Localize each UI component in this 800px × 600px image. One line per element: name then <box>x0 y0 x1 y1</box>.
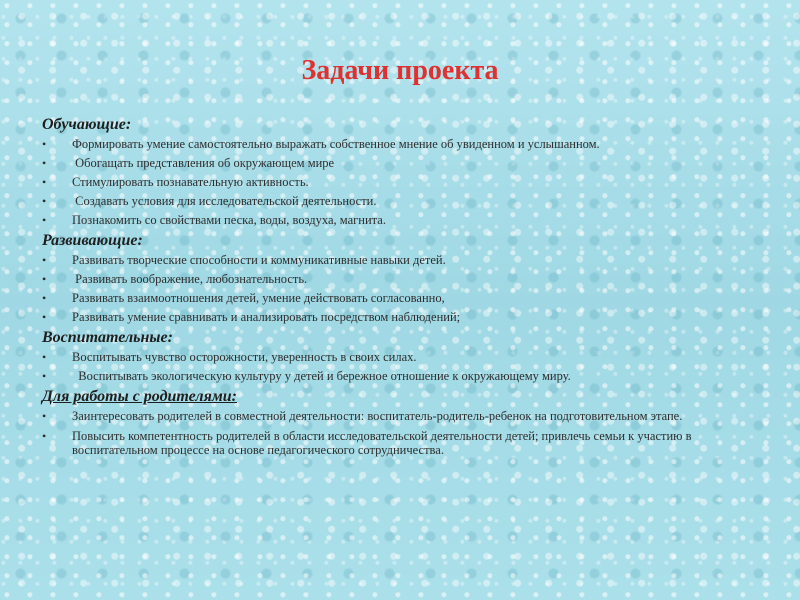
list-item: • Формировать умение самостоятельно выражать собственное мнение об увиденном и услышанном. <box>42 137 600 151</box>
bullet-icon: • <box>42 310 47 324</box>
list-parents <box>42 409 762 457</box>
bullet-icon: • <box>42 369 47 383</box>
slide-title: Задачи проекта <box>301 55 499 86</box>
section-heading-teaching: Обучающие: <box>42 116 132 133</box>
section-heading-educational: Воспитательные: <box>42 329 173 346</box>
section-heading-parents: Для работы с родителями: <box>42 388 238 405</box>
list-item: • Обогащать представления об окружающем мире <box>42 156 335 170</box>
list-teaching <box>42 137 762 227</box>
bullet-icon: • <box>42 194 47 208</box>
list-developing <box>42 253 762 324</box>
bullet-icon: • <box>42 175 47 189</box>
bullet-icon: • <box>42 137 47 151</box>
list-item: • Заинтересовать родителей в совместной деятельности: воспитатель-родитель-ребенок на подготовительном этапе. <box>42 409 683 423</box>
list-item: • Повысить компетентность родителей в области исследовательской деятельности детей; привлечь семьи к участию в воспитательном процессе на основе педагогического сотрудничества. <box>42 429 692 457</box>
list-item: • Развивать взаимоотношения детей, умение действовать согласованно, <box>42 291 445 305</box>
list-item: • Развивать воображение, любознательность. <box>42 272 308 286</box>
list-item: • Воспитывать чувство осторожности, уверенность в своих силах. <box>42 350 417 364</box>
bullet-icon: • <box>42 156 47 170</box>
list-item: • Познакомить со свойствами песка, воды, воздуха, магнита. <box>42 213 386 227</box>
section-heading-developing: Развивающие: <box>42 232 143 249</box>
list-item: • Воспитывать экологическую культуру у детей и бережное отношение к окружающему миру. <box>42 369 571 383</box>
bullet-icon: • <box>42 350 47 364</box>
bullet-icon: • <box>42 409 47 423</box>
slide-content <box>42 115 762 463</box>
list-item: • Стимулировать познавательную активность. <box>42 175 309 189</box>
bullet-icon: • <box>42 213 47 227</box>
list-item: • Развивать умение сравнивать и анализировать посредством наблюдений; <box>42 310 461 324</box>
bullet-icon: • <box>42 253 47 267</box>
list-item: • Развивать творческие способности и коммуникативные навыки детей. <box>42 253 446 267</box>
bullet-icon: • <box>42 272 47 286</box>
bullet-icon: • <box>42 291 47 305</box>
bullet-icon: • <box>42 429 47 443</box>
list-educational <box>42 350 762 383</box>
list-item: • Создавать условия для исследовательской деятельности. <box>42 194 377 208</box>
